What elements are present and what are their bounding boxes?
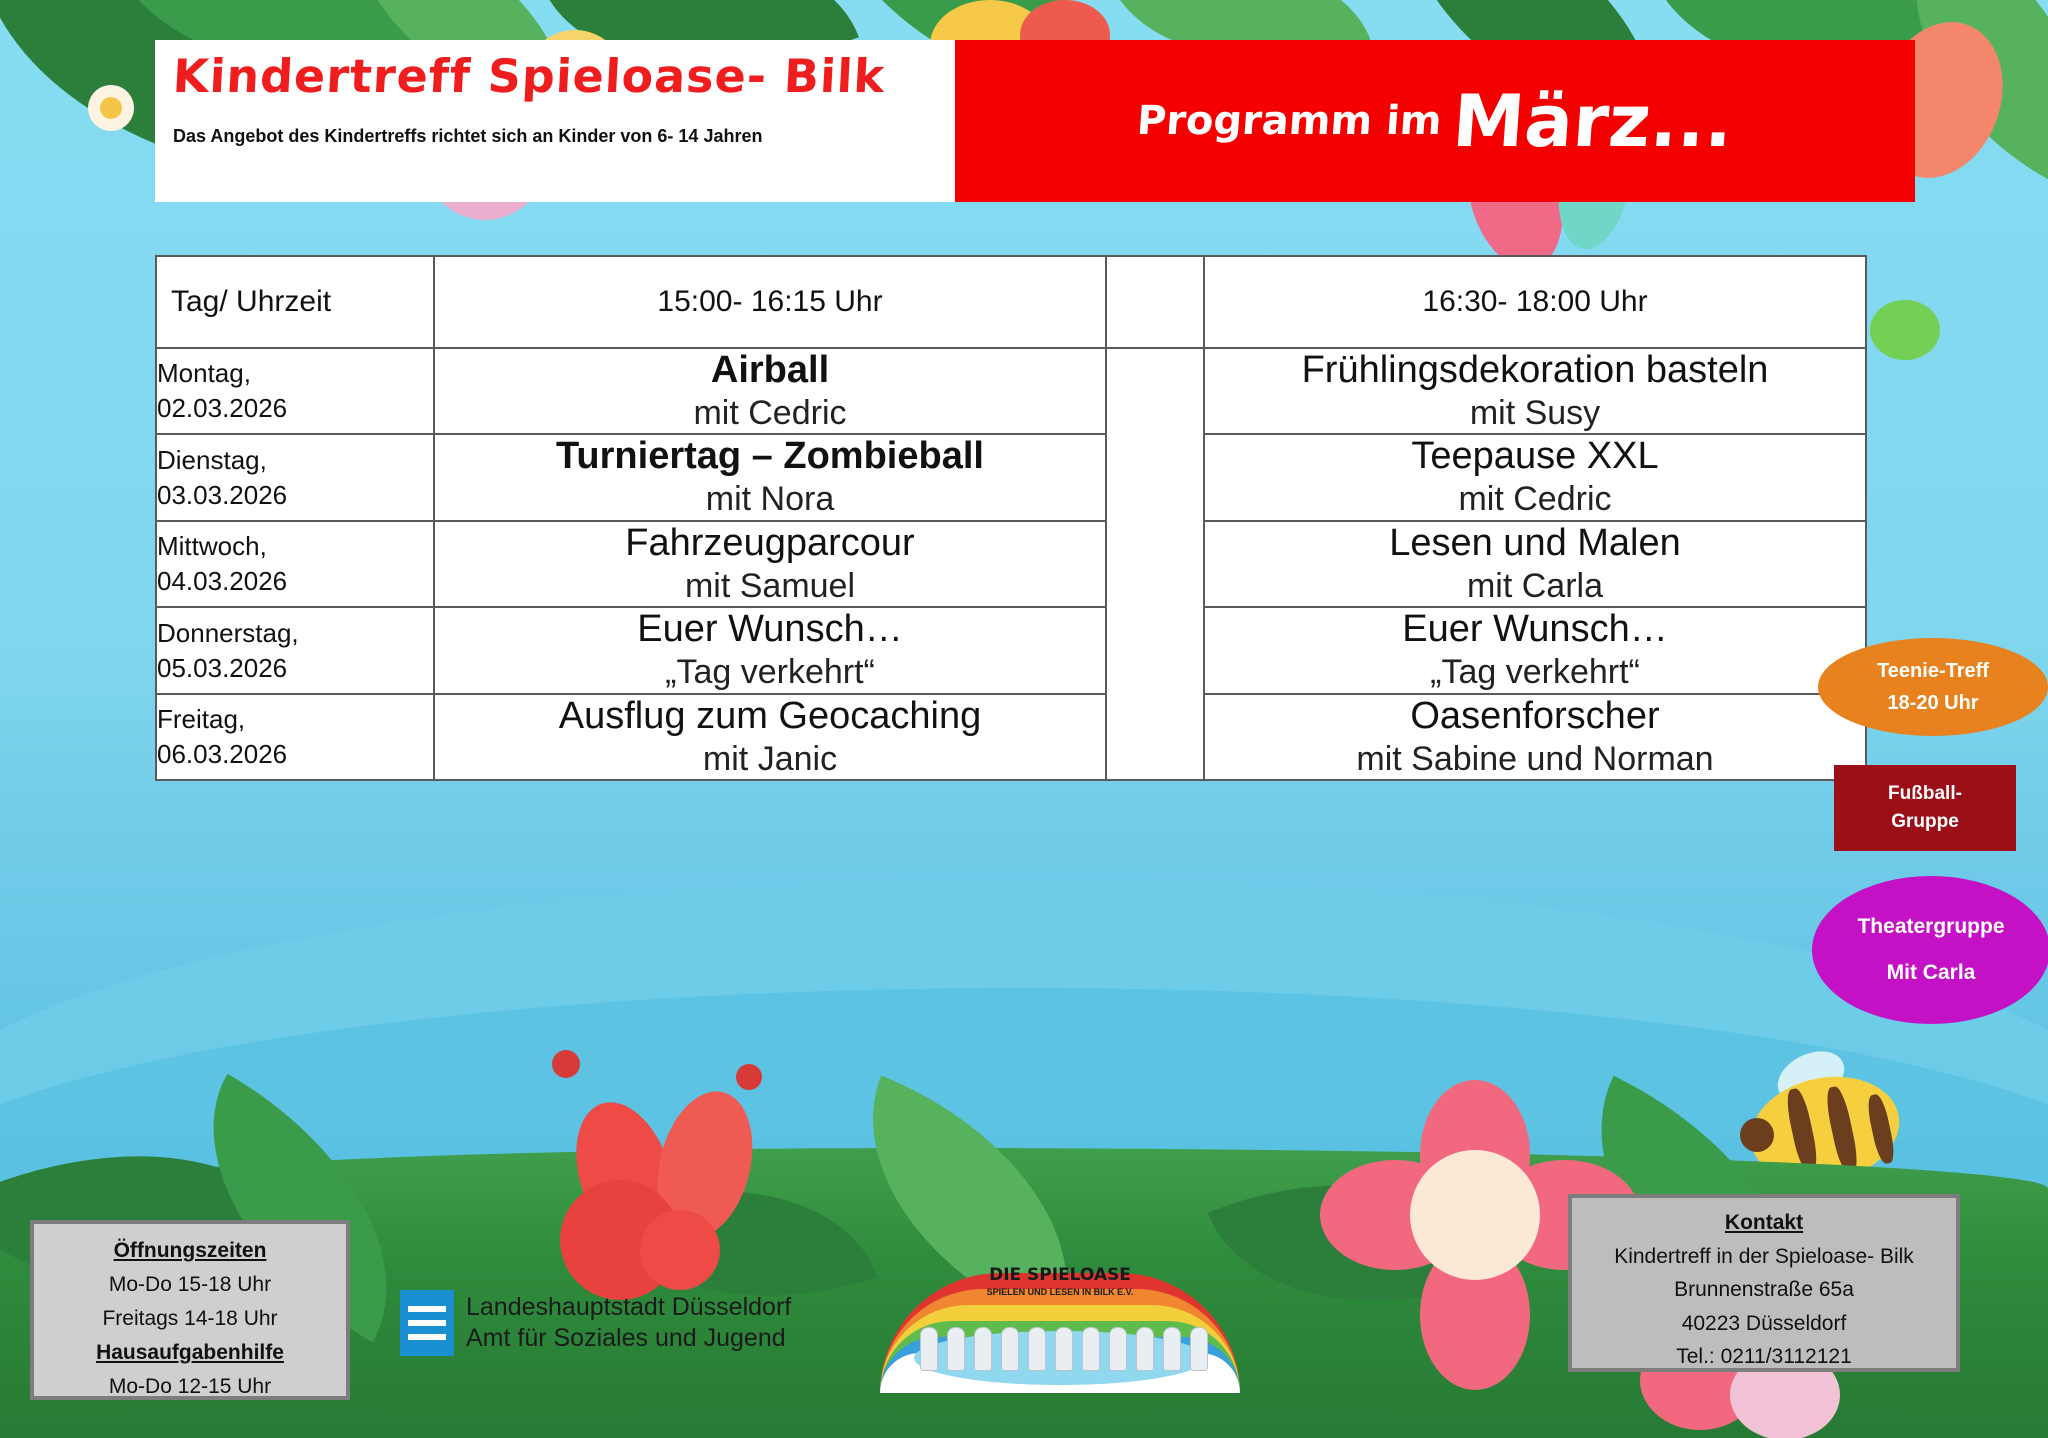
cell-slot2-monday — [1204, 348, 1866, 434]
activity-title: Lesen und Malen — [1389, 521, 1681, 564]
decorative-dot — [100, 97, 122, 119]
opening-hours-box — [30, 1220, 350, 1400]
spieloase-logo-subtitle: SPIELEN UND LESEN IN BILK E.V. — [986, 1287, 1134, 1297]
activity-title: Euer Wunsch… — [1402, 608, 1668, 651]
day-date: 06.03.2026 — [157, 739, 288, 770]
cell-slot2-friday — [1204, 694, 1866, 780]
row-day-thursday — [156, 607, 434, 693]
cell-slot1-friday — [434, 694, 1106, 780]
activity-title: Oasenforscher — [1410, 694, 1660, 737]
activity-staff: mit Janic — [702, 739, 838, 778]
day-name: Dienstag, — [157, 444, 267, 475]
tea-break-header-cell — [1106, 256, 1204, 348]
decorative-dot — [1870, 300, 1940, 360]
city-logo — [400, 1290, 791, 1356]
opening-hours-line-1: Mo-Do 15-18 Uhr — [108, 1273, 272, 1297]
tea-break-label: TEEPAUSE — [1139, 389, 1172, 734]
homework-help-line: Mo-Do 12-15 Uhr — [108, 1375, 272, 1399]
table-row — [156, 434, 1866, 520]
activity-staff: mit Samuel — [684, 566, 856, 605]
day-name: Montag, — [157, 358, 251, 389]
opening-hours-heading: Öffnungszeiten — [113, 1239, 267, 1262]
spieloase-logo — [880, 1255, 1240, 1385]
table-header-row — [156, 256, 1866, 348]
day-name: Donnerstag, — [157, 617, 299, 648]
row-day-friday — [156, 694, 434, 780]
table-row — [156, 521, 1866, 607]
page-subtitle: Das Angebot des Kindertreffs richtet sich an Kinder von 6- 14 Jahren — [173, 126, 763, 147]
column-header-slot2: 16:30- 18:00 Uhr — [1204, 256, 1866, 348]
badge-line-1: Fußball- — [1888, 782, 1962, 804]
page-title: Kindertreff Spieloase- Bilk — [171, 49, 887, 103]
city-logo-line-1: Landeshauptstadt Düsseldorf — [466, 1292, 792, 1321]
row-day-tuesday — [156, 434, 434, 520]
activity-staff: mit Sabine und Norman — [1356, 739, 1714, 778]
spieloase-logo-title: DIE SPIELOASE — [989, 1265, 1131, 1285]
day-date: 03.03.2026 — [157, 479, 288, 510]
program-month-label: März... — [1450, 79, 1737, 163]
activity-title: Euer Wunsch… — [637, 608, 903, 651]
row-day-monday — [156, 348, 434, 434]
contact-line-3: 40223 Düsseldorf — [1681, 1311, 1847, 1335]
column-header-day: Tag/ Uhrzeit — [156, 256, 434, 348]
activity-staff: „Tag verkehrt“ — [665, 653, 875, 692]
day-date: 02.03.2026 — [157, 393, 288, 424]
header-title-block — [155, 40, 955, 202]
badge-line-2: Gruppe — [1891, 811, 1959, 832]
homework-help-heading: Hausaufgabenhilfe — [96, 1341, 284, 1365]
city-logo-line-2: Amt für Soziales und Jugend — [466, 1324, 786, 1352]
badge-fussball-gruppe — [1834, 765, 2016, 851]
day-date: 05.03.2026 — [157, 652, 288, 683]
badge-line-1: Teenie-Treff — [1877, 660, 1989, 682]
activity-staff: mit Cedric — [693, 393, 847, 432]
activity-title: Fahrzeugparcour — [625, 521, 915, 564]
cell-slot1-thursday — [434, 607, 1106, 693]
contact-box — [1568, 1194, 1960, 1372]
program-month-banner — [955, 40, 1915, 202]
table-row — [156, 694, 1866, 780]
cell-slot2-wednesday — [1204, 521, 1866, 607]
activity-title: Ausflug zum Geocaching — [558, 694, 982, 737]
cell-slot2-tuesday — [1204, 434, 1866, 520]
contact-line-1: Kindertreff in der Spieloase- Bilk — [1614, 1244, 1914, 1268]
program-table — [155, 255, 1867, 781]
activity-staff: mit Carla — [1466, 566, 1604, 605]
contact-line-2: Brunnenstraße 65a — [1674, 1278, 1854, 1302]
activity-staff: mit Nora — [705, 480, 835, 519]
activity-title: Frühlingsdekoration basteln — [1301, 349, 1769, 391]
contact-heading: Kontakt — [1724, 1211, 1804, 1234]
activity-staff: „Tag verkehrt“ — [1430, 653, 1640, 692]
activity-staff: mit Cedric — [1458, 480, 1612, 519]
tea-break-column — [1106, 348, 1204, 780]
row-day-wednesday — [156, 521, 434, 607]
activity-title: Teepause XXL — [1411, 435, 1659, 478]
opening-hours-line-2: Freitags 14-18 Uhr — [102, 1307, 278, 1331]
activity-title: Turniertag – Zombieball — [556, 435, 984, 478]
table-row — [156, 348, 1866, 434]
badge-line-2: 18-20 Uhr — [1887, 692, 1979, 714]
cell-slot1-wednesday — [434, 521, 1106, 607]
activity-staff: mit Susy — [1469, 393, 1601, 432]
badge-line-2: Mit Carla — [1886, 961, 1976, 984]
city-logo-text — [466, 1292, 791, 1355]
duesseldorf-anchor-icon — [400, 1290, 454, 1356]
cell-slot1-tuesday — [434, 434, 1106, 520]
table-row — [156, 607, 1866, 693]
badge-theatergruppe — [1812, 876, 2048, 1024]
contact-line-4: Tel.: 0211/3112121 — [1676, 1345, 1852, 1369]
poster-header — [155, 40, 1915, 202]
cell-slot2-thursday — [1204, 607, 1866, 693]
program-prefix-label: Programm im — [1135, 98, 1444, 144]
children-figures-icon — [920, 1327, 1208, 1371]
cell-slot1-monday — [434, 348, 1106, 434]
badge-line-1: Theatergruppe — [1857, 914, 2005, 938]
program-table-wrapper — [155, 255, 1865, 781]
day-name: Freitag, — [157, 704, 246, 735]
day-date: 04.03.2026 — [157, 566, 288, 597]
column-header-slot1: 15:00- 16:15 Uhr — [434, 256, 1106, 348]
badge-teenie-treff — [1818, 638, 2048, 736]
day-name: Mittwoch, — [157, 531, 267, 562]
activity-title: Airball — [710, 349, 830, 391]
